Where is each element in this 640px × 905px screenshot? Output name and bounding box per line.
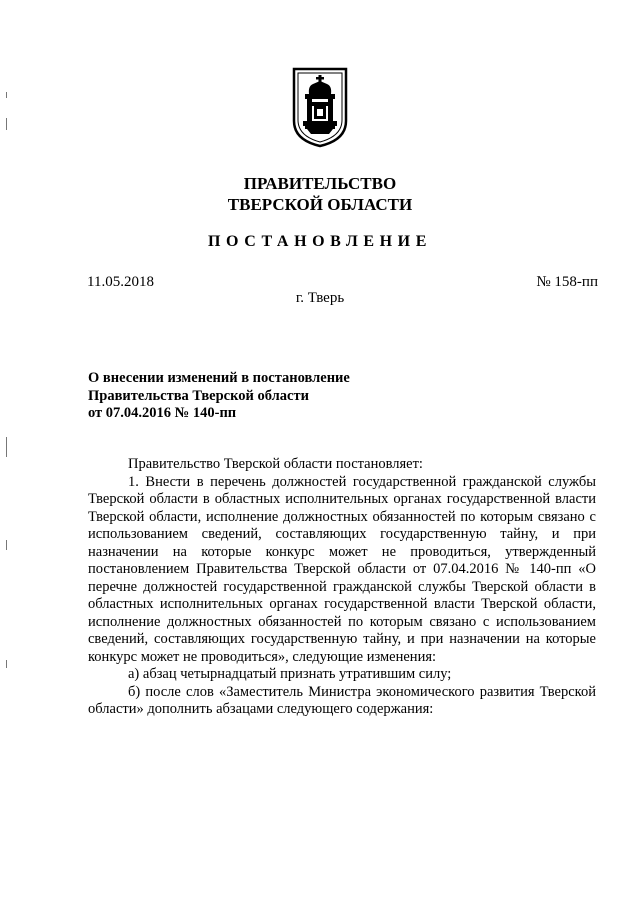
subject-line: Правительства Тверской области <box>88 387 309 404</box>
body-paragraph-item-b: б) после слов «Заместитель Министра экономического развития Тверской области» дополнить абзацами следующего содержания: <box>88 683 596 717</box>
document-date: 11.05.2018 <box>87 274 154 290</box>
body-paragraph-item-a: а) абзац четырнадцатый признать утратившим силу; <box>128 666 452 682</box>
subject-line: от 07.04.2016 № 140-пп <box>88 405 237 421</box>
document-type-heading: ПОСТАНОВЛЕНИЕ <box>208 233 432 250</box>
document-body <box>88 456 596 719</box>
margin-scan-mark <box>6 437 7 457</box>
document-subject <box>88 370 350 423</box>
margin-scan-mark <box>6 540 7 550</box>
margin-scan-mark <box>6 92 7 98</box>
document-number: № 158-пп <box>536 274 598 290</box>
coat-of-arms-emblem <box>291 66 349 148</box>
document-city: г. Тверь <box>295 290 345 306</box>
body-paragraph-item-1: 1. Внести в перечень должностей государственной гражданской службы Тверской области в областных исполнительных органах государственной власти Тверской области, исполнение должностных обязанностей по которым связано с использованием сведений, составляющих государственную тайну, и при назначении на которые конкурс может не проводиться, утвержденный постановлением Правительства Тверской области от 07.04.2016 № 140-пп «О перечне должностей государственной гражданской службы Тверской области в областных исполнительных органах государственной власти Тверской области, исполнение должностных обязанностей по которым связано с использованием сведений, составляющих государственную тайну, и при назначении на которые конкурс может не проводиться», следующие изменения: <box>88 473 596 665</box>
subject-line: О внесении изменений в постановление <box>88 370 350 386</box>
org-title-line1: ПРАВИТЕЛЬСТВО <box>243 174 397 193</box>
margin-scan-mark <box>6 118 7 130</box>
margin-scan-mark <box>6 660 7 668</box>
body-paragraph-preamble: Правительство Тверской области постановляет: <box>128 456 423 472</box>
org-title-line2: ТВЕРСКОЙ ОБЛАСТИ <box>227 195 413 214</box>
